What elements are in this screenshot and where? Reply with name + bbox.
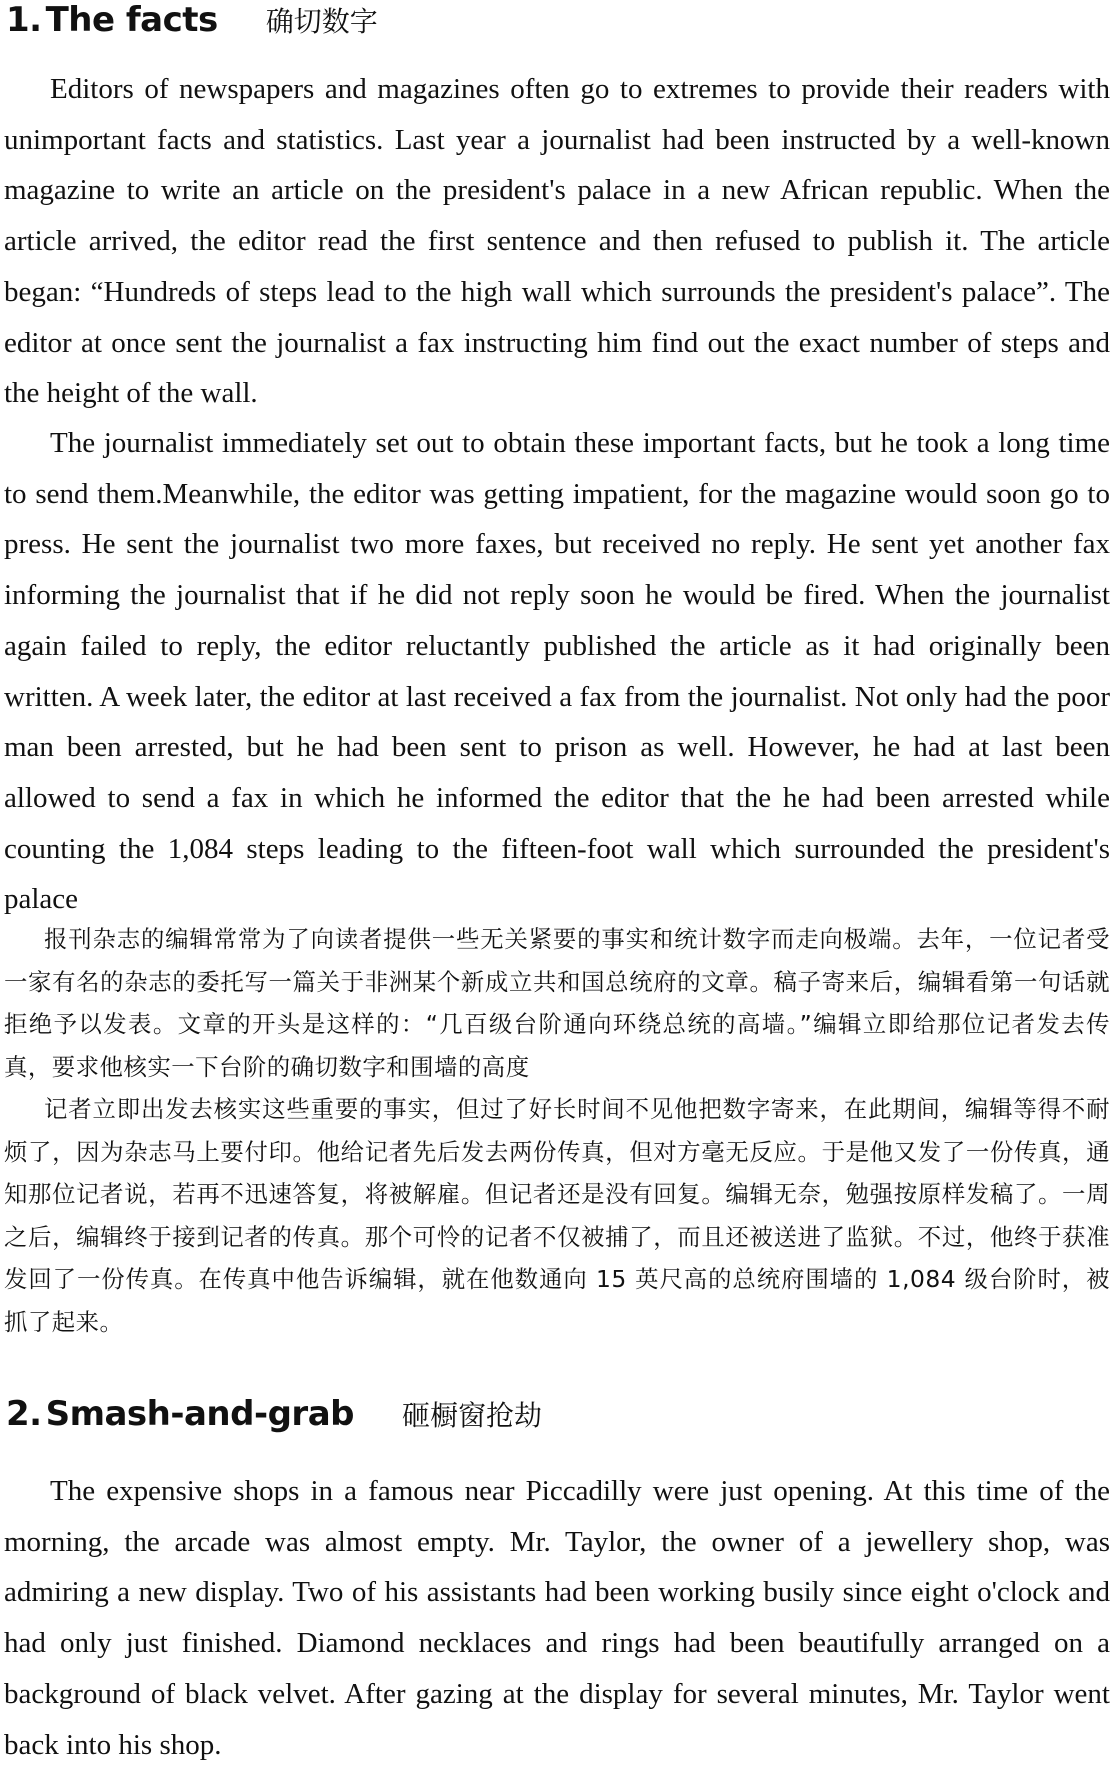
section-1-paragraph-en-1: Editors of newspapers and magazines often go to extremes to provide their readers with unimportant facts and statistics. Last year a journalist had been instructed by a well-known magazine to write an article on the president's palace in a new African republic. When the article arrived, the editor read the first sentence and then refused to publish it. The article began: “Hundreds of steps lead to the high wall which surrounds the president's palace”. The editor at once sent the journalist a fax instructing him find out the exact number of steps and the height of the wall. <box>4 73 1110 410</box>
section-2-title-zh: 砸橱窗抢劫 <box>401 1399 542 1432</box>
section-1-paragraph-zh-1: 报刊杂志的编辑常常为了向读者提供一些无关紧要的事实和统计数字而走向极端。去年，一位记者受一家有名的杂志的委托写一篇关于非洲某个新成立共和国总统府的文章。稿子寄来后，编辑看第一句话就拒绝予以发表。文章的开头是这样的：“几百级台阶通向环绕总统的高墙。”编辑立即给那位记者发去传真，要求他核实一下台阶的确切数字和围墙的高度 <box>4 925 1110 1081</box>
section-1-paragraph-en-2: The journalist immediately set out to obtain these important facts, but he took a long time to send them.Meanwhile, the editor was getting impatient, for the magazine would soon go to press. He sent the journalist two more faxes, but received no reply. He sent yet another fax informing the journalist that if he did not reply soon he would be fired. When the journalist again failed to reply, the editor reluctantly published the article as it had originally been written. A week later, the editor at last received a fax from the journalist. Not only had the poor man been arrested, but he had been sent to prison as well. However, he had at last been allowed to send a fax in which he informed the editor that the he had been arrested while counting the 1,084 steps leading to the fifteen-foot wall which surrounded the president's palace <box>4 427 1110 916</box>
section-2-paragraph-en-1: The expensive shops in a famous near Piccadilly were just opening. At this time of the morning, the arcade was almost empty. Mr. Taylor, the owner of a jewellery shop, was admiring a new display. Two of his assistants had been working busily since eight o'clock and had only just finished. Diamond necklaces and rings had been beautifully arranged on a background of black velvet. After gazing at the display for several minutes, Mr. Taylor went back into his shop. <box>4 1475 1110 1761</box>
section-1-heading <box>6 0 378 40</box>
section-1-number: 1. <box>6 0 42 40</box>
section-2-heading <box>6 1394 542 1434</box>
section-1-title-zh: 确切数字 <box>265 5 378 38</box>
section-1-title: The facts <box>45 0 218 40</box>
section-2-title: Smash-and-grab <box>45 1394 354 1434</box>
section-2-number: 2. <box>6 1394 42 1434</box>
section-1-paragraph-zh-2: 记者立即出发去核实这些重要的事实，但过了好长时间不见他把数字寄来，在此期间，编辑等得不耐烦了，因为杂志马上要付印。他给记者先后发去两份传真，但对方毫无反应。于是他又发了一份传真，通知那位记者说，若再不迅速答复，将被解雇。但记者还是没有回复。编辑无奈，勉强按原样发稿了。一周之后，编辑终于接到记者的传真。那个可怜的记者不仅被捕了，而且还被送进了监狱。不过，他终于获准发回了一份传真。在传真中他告诉编辑，就在他数通向 15 英尺高的总统府围墙的 1,084 级台阶时，被抓了起来。 <box>4 1095 1110 1336</box>
